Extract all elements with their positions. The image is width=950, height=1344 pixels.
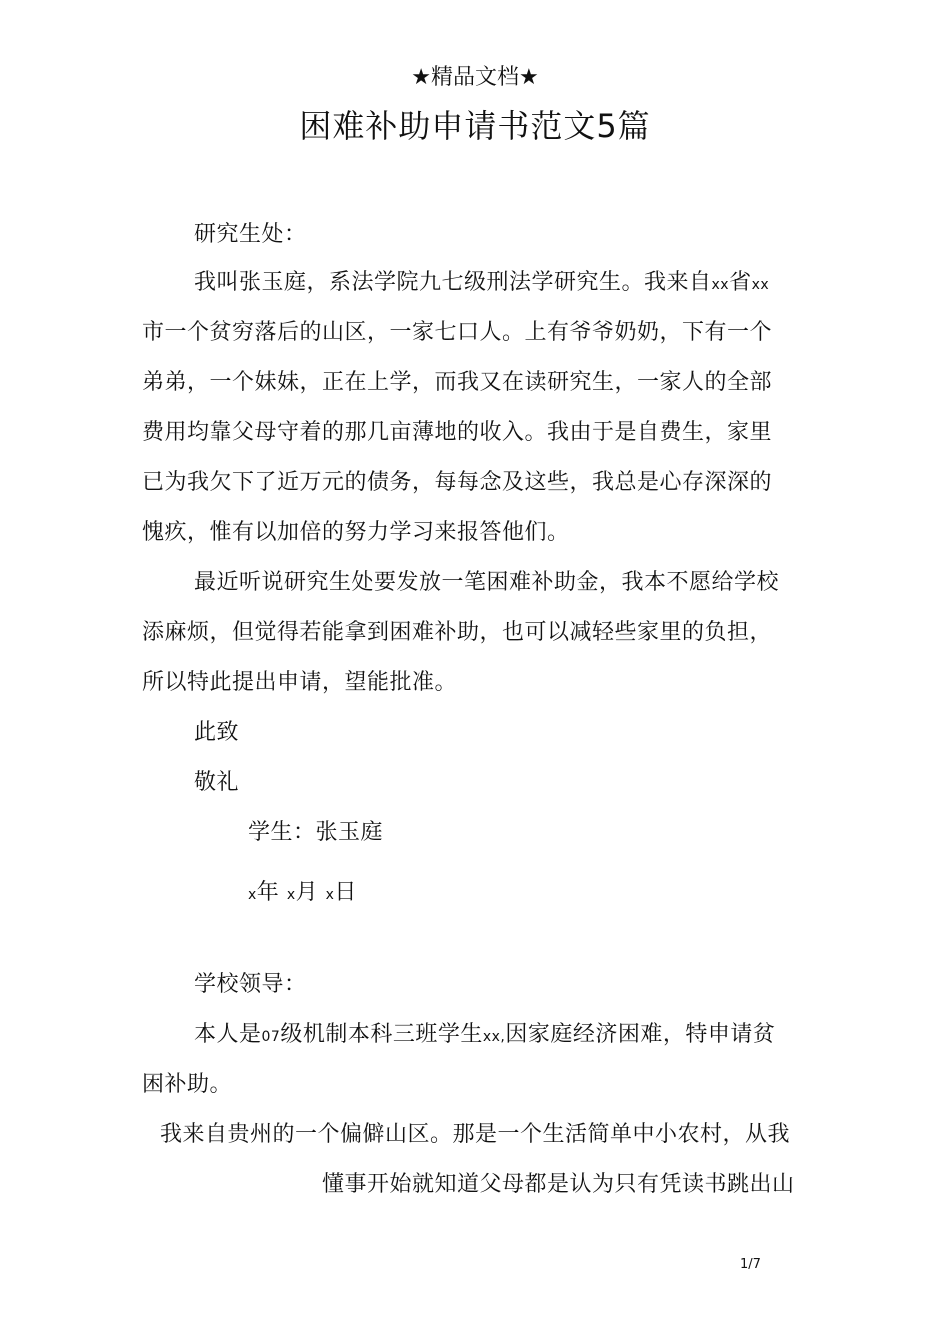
letter1-p1-line5: 已为我欠下了近万元的债务，每每念及这些，我总是心存深深的 xyxy=(142,470,773,495)
header-mark: ★精品文档★ xyxy=(411,65,539,90)
date-year: 年 xyxy=(256,880,280,905)
page-number: 1/7 xyxy=(740,1257,761,1272)
letter1-p1-line3: 弟弟，一个妹妹，正在上学，而我又在读研究生，一家人的全部 xyxy=(142,370,773,395)
date-day: 日 xyxy=(334,880,357,905)
closing-salutation: 此致 xyxy=(194,720,240,745)
date-line xyxy=(248,878,357,910)
grade-number: 07 xyxy=(261,1029,281,1045)
date-month: 月 xyxy=(295,880,319,905)
closing-respect: 敬礼 xyxy=(194,770,240,795)
date-placeholder: x xyxy=(286,887,296,903)
letter1-p1-line1 xyxy=(194,268,769,300)
text-span: 因家庭经济困难，特申请贫 xyxy=(505,1022,776,1047)
letter2-p2-line2: 懂事开始就知道父母都是认为只有凭读书跳出山 xyxy=(322,1172,795,1197)
letter2-p2-line1: 我来自贵州的一个偏僻山区。那是一个生活简单中小农村，从我 xyxy=(160,1122,791,1147)
letter1-p1-line6: 愧疚，惟有以加倍的努力学习来报答他们。 xyxy=(142,520,570,545)
letter2-p1-line1 xyxy=(194,1020,775,1052)
text-span: 级机制本科三班学生 xyxy=(280,1022,483,1047)
letter1-p2-line3: 所以特此提出申请，望能批准。 xyxy=(142,670,458,695)
letter1-p2-line1: 最近听说研究生处要发放一笔困难补助金，我本不愿给学校 xyxy=(194,570,780,595)
letter1-p2-line2: 添麻烦，但觉得若能拿到困难补助，也可以减轻些家里的负担， xyxy=(142,620,773,645)
document-title: 困难补助申请书范文5篇 xyxy=(299,107,651,145)
letter2-p1-line2: 困补助。 xyxy=(142,1072,233,1097)
letter1-salutation: 研究生处： xyxy=(194,222,307,247)
date-placeholder: x xyxy=(325,887,335,903)
letter1-p1-line2: 市一个贫穷落后的山区，一家七口人。上有爷爷奶奶，下有一个 xyxy=(142,320,773,345)
placeholder-xx: xx xyxy=(751,277,770,293)
placeholder-xx: xx, xyxy=(482,1029,506,1045)
text-span: 省 xyxy=(729,270,752,295)
signature: 学生：张玉庭 xyxy=(248,820,384,845)
date-placeholder: x xyxy=(248,887,257,903)
letter1-p1-line4: 费用均靠父母守着的那几亩薄地的收入。我由于是自费生，家里 xyxy=(142,420,773,445)
letter2-salutation: 学校领导： xyxy=(194,972,307,997)
text-span: 本人是 xyxy=(194,1022,262,1047)
text-span: 我叫张玉庭，系法学院九七级刑法学研究生。我来自 xyxy=(194,270,712,295)
placeholder-xx: xx xyxy=(711,277,730,293)
